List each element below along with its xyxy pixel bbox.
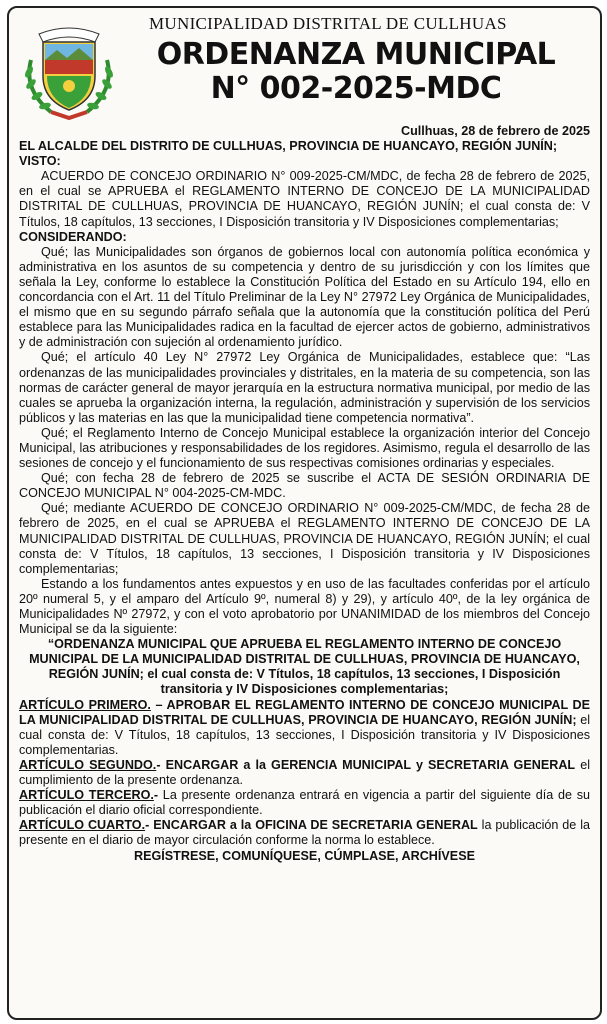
municipal-crest-icon <box>21 20 117 120</box>
visto-label: VISTO: <box>19 154 61 169</box>
alcalde-line: EL ALCALDE DEL DISTRITO DE CULLHUAS, PROVINCIA DE HUANCAYO, REGIÓN JUNÍN; <box>19 139 558 154</box>
document-number: N° 002-2025-MDC <box>210 71 502 106</box>
notice-page <box>7 6 602 1020</box>
header <box>9 8 600 118</box>
article-label: ARTÍCULO SEGUNDO. <box>19 757 157 772</box>
article-text: la publicación de la presente en el diario de mayor circulación conforme la norma lo establece. <box>19 818 590 848</box>
article-cuarto <box>19 818 590 848</box>
article-label: ARTÍCULO CUARTO. <box>19 818 146 833</box>
article-tercero <box>19 788 590 818</box>
municipality-name: MUNICIPALIDAD DISTRITAL DE CULLHUAS <box>149 14 507 33</box>
article-bold: - ENCARGAR a la OFICINA DE SECRETARIA GENERAL <box>145 818 478 833</box>
article-label: ARTÍCULO TERCERO. <box>19 788 154 803</box>
considerando-paragraph: Qué; con fecha 28 de febrero de 2025 se suscribe el ACTA DE SESIÓN ORDINARIA DE CONCEJO MUNICIPAL N° 004-2025-CM-MDC. <box>19 471 590 501</box>
closing-line: REGÍSTRESE, COMUNÍQUESE, CÚMPLASE, ARCHÍVESE <box>133 848 475 863</box>
considerando-paragraph: Qué; mediante ACUERDO DE CONCEJO ORDINARIO N° 009-2025-CM/MDC, de fecha 28 de febrero de 2025, en el cual se APRUEBA el REGLAMENTO INTERNO DE CONCEJO DE LA MUNICIPALIDAD DISTRITAL DE CULLHUAS, PROVINCIA DE HUANCAYO, REGIÓN JUNÍN; el cual consta de: V Títulos, 18 capítulos, 13 secciones, I Disposición transitoria y IV Disposiciones complementarias; <box>19 501 590 576</box>
visto-paragraph: ACUERDO DE CONCEJO ORDINARIO N° 009-2025-CM/MDC, de fecha 28 de febrero de 2025, en el cual se APRUEBA el REGLAMENTO INTERNO DE CONCEJO DE LA MUNICIPALIDAD DISTRITAL DE CULLHUAS, PROVINCIA DE HUANCAYO, REGIÓN JUNÍN; el cual consta de: V Títulos, 18 capítulos, 13 secciones, I Disposición transitoria y IV Disposiciones complementarias; <box>19 169 590 229</box>
article-label: ARTÍCULO PRIMERO. <box>19 697 151 712</box>
considerando-paragraph: Qué; las Municipalidades son órganos de gobiernos local con autonomía política económica y administrativa en los asuntos de su competencia y dentro de su jurisdicción y con los límites que señala la Ley, conforme lo establece la Constitución Política del Estado en su Artículo 194, ello en concordancia con el Art. 11 del Título Preliminar de la Ley N° 27972 Ley Orgánica de Municipalidades, el mismo que en su segundo párrafo señala que la autonomía que la constitución política del Perú establece para las Municipalidades radica en la facultad de ejercer actos de gobierno, administrativos y de administración con sujeción al ordenamiento jurídico. <box>19 244 590 350</box>
article-text: el cual consta de: V Títulos, 18 capítulos, 13 secciones, I Disposición transitoria y IV Disposiciones complementarias. <box>19 712 590 757</box>
considerando-paragraph: Qué; el artículo 40 Ley N° 27972 Ley Orgánica de Municipalidades, establece que: “Las ordenanzas de las municipalidades provinciales y distritales, en la materia de su competencia, son las normas de carácter general de mayor jerarquía en la estructura normativa municipal, por medio de las cuales se aprueba la organización interna, la regulación, administración y supervisión de los servicios públicos y las materias en las que la municipalidad tiene competencia normativa”. <box>19 350 590 425</box>
article-segundo <box>19 758 590 788</box>
article-bold: – APROBAR EL REGLAMENTO INTERNO DE CONCEJO MUNICIPAL DE LA MUNICIPALIDAD DISTRITAL DE CULLHUAS, PROVINCIA DE HUANCAYO, REGIÓN JUNÍN; <box>19 697 590 727</box>
article-primero <box>19 698 590 758</box>
considerando-paragraph: Estando a los fundamentos antes expuestos y en uso de las facultades conferidas por el artículo 20º numeral 5, y el amparo del Artículo 9º, numeral 8) y 29), y artículo 40º, de la ley orgánica de Municipalidades Nº 27972, y con el voto aprobatorio por UNANIMIDAD de los miembros del Concejo Municipal se da la siguiente: <box>19 576 590 637</box>
considerando-label: CONSIDERANDO: <box>19 229 127 244</box>
considerando-paragraph: Qué; el Reglamento Interno de Concejo Municipal establece la organización interior del Concejo Municipal, las atribuciones y responsabilidades de los regidores. Asimismo, regula el desarrollo de las sesiones de concejo y el funcionamiento de sus respectivas comisiones ordinarias y especiales. <box>19 425 590 471</box>
article-bold: - <box>153 788 159 803</box>
article-text: La presente ordenanza entrará en vigencia a partir del siguiente día de su publicación el diario oficial correspondiente. <box>19 788 590 818</box>
article-text: el cumplimiento de la presente ordenanza. <box>19 757 591 788</box>
article-bold: - ENCARGAR a la GERENCIA MUNICIPAL y SECRETARIA GENERAL <box>156 757 576 772</box>
date-line: Cullhuas, 28 de febrero de 2025 <box>401 124 590 138</box>
document-title: ORDENANZA MUNICIPAL <box>156 37 556 72</box>
document-body <box>19 124 590 864</box>
ordenanza-title: “ORDENANZA MUNICIPAL QUE APRUEBA EL REGLAMENTO INTERNO DE CONCEJO MUNICIPAL DE LA MUNICIPALIDAD DISTRITAL DE CULLHUAS, PROVINCIA DE HUANCAYO, REGIÓN JUNÍN; el cual consta de: V Títulos, 18 capítulos, 13 secciones, I Disposición transitoria y IV Disposiciones complementarias; <box>29 637 580 697</box>
